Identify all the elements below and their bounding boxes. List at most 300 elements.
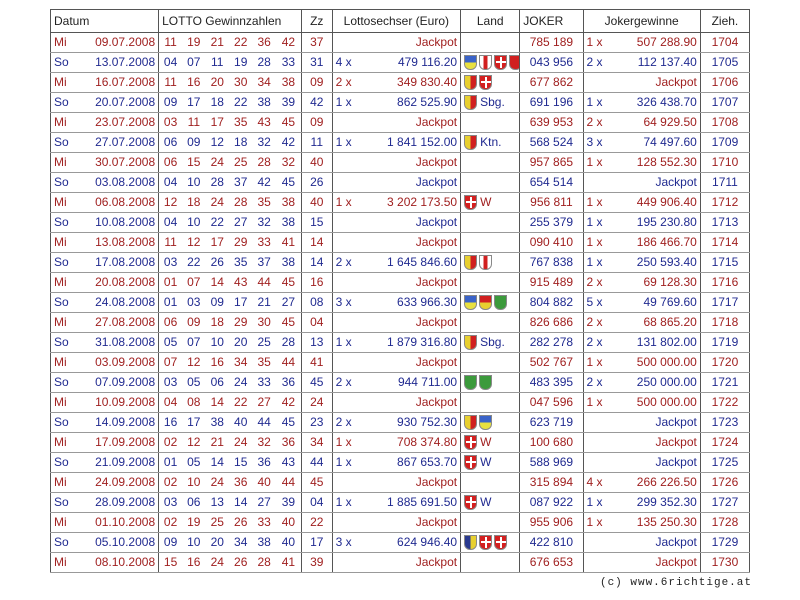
land-label: W — [480, 435, 492, 449]
sechser-amount-cell: Jackpot — [363, 113, 461, 133]
lotto-number-cell: 03 — [159, 373, 182, 393]
table-row — [51, 393, 750, 413]
sechser-amount-cell: 3 202 173.50 — [363, 193, 461, 213]
lotto-number-cell: 07 — [182, 53, 205, 73]
zusatzzahl-cell: 17 — [301, 533, 332, 553]
date-cell: 10.09.2008 — [81, 393, 159, 413]
lotto-number-cell: 32 — [252, 133, 275, 153]
land-label: Sbg. — [480, 95, 505, 109]
lotto-number-cell: 24 — [229, 433, 252, 453]
lotto-number-cell: 11 — [182, 113, 205, 133]
lotto-number-cell: 25 — [229, 153, 252, 173]
table-row — [51, 233, 750, 253]
lotto-number-cell: 07 — [182, 333, 205, 353]
lotto-number-cell: 24 — [229, 373, 252, 393]
lotto-number-cell: 09 — [159, 533, 182, 553]
state-flags — [464, 375, 492, 390]
lotto-number-cell: 34 — [229, 353, 252, 373]
sechser-amount-cell: Jackpot — [363, 33, 461, 53]
joker-number-cell: 502 767 — [520, 353, 583, 373]
lotto-number-cell: 24 — [206, 473, 229, 493]
table-body — [51, 33, 750, 573]
date-cell: 20.07.2008 — [81, 93, 159, 113]
joker-number-cell: 677 862 — [520, 73, 583, 93]
joker-amount-cell: 186 466.70 — [610, 233, 701, 253]
header-sechser: Lottosechser (Euro) — [332, 10, 461, 33]
draw-number-cell: 1706 — [700, 73, 749, 93]
sechser-amount-cell: 349 830.40 — [363, 73, 461, 93]
date-cell: 17.08.2008 — [81, 253, 159, 273]
date-cell: 03.08.2008 — [81, 173, 159, 193]
lotto-number-cell: 05 — [159, 333, 182, 353]
lotto-number-cell: 06 — [206, 373, 229, 393]
lotto-number-cell: 16 — [159, 413, 182, 433]
lotto-number-cell: 38 — [252, 93, 275, 113]
lotto-number-cell: 34 — [252, 73, 275, 93]
sechser-count-cell — [332, 213, 363, 233]
joker-number-cell: 691 196 — [520, 93, 583, 113]
lotto-number-cell: 35 — [252, 193, 275, 213]
lotto-number-cell: 26 — [229, 553, 252, 573]
lotto-number-cell: 44 — [276, 353, 302, 373]
joker-amount-cell: Jackpot — [610, 553, 701, 573]
table-row — [51, 533, 750, 553]
zusatzzahl-cell: 04 — [301, 313, 332, 333]
joker-number-cell: 639 953 — [520, 113, 583, 133]
land-cell — [461, 213, 520, 233]
state-crest-icon — [464, 415, 477, 430]
lotto-number-cell: 16 — [182, 553, 205, 573]
joker-number-cell: 957 865 — [520, 153, 583, 173]
draw-number-cell: 1716 — [700, 273, 749, 293]
table-row — [51, 73, 750, 93]
state-crest-icon — [464, 75, 477, 90]
land-label: Sbg. — [480, 335, 505, 349]
joker-amount-cell: 112 137.40 — [610, 53, 701, 73]
lotto-number-cell: 37 — [229, 173, 252, 193]
header-zieh: Zieh. — [700, 10, 749, 33]
state-flags — [464, 535, 507, 550]
state-crest-icon — [464, 55, 477, 70]
state-crest-icon — [464, 535, 477, 550]
lotto-number-cell: 32 — [252, 213, 275, 233]
lotto-number-cell: 36 — [229, 473, 252, 493]
sechser-count-cell: 2 x — [332, 413, 363, 433]
table-row — [51, 253, 750, 273]
land-cell — [461, 493, 520, 513]
zusatzzahl-cell: 42 — [301, 93, 332, 113]
land-cell — [461, 273, 520, 293]
weekday-cell: So — [51, 213, 82, 233]
land-cell — [461, 453, 520, 473]
lotto-number-cell: 09 — [159, 93, 182, 113]
joker-count-cell: 1 x — [583, 253, 610, 273]
state-crest-icon — [494, 535, 507, 550]
date-cell: 31.08.2008 — [81, 333, 159, 353]
date-cell: 23.07.2008 — [81, 113, 159, 133]
lotto-number-cell: 22 — [229, 33, 252, 53]
date-cell: 28.09.2008 — [81, 493, 159, 513]
weekday-cell: So — [51, 453, 82, 473]
lotto-number-cell: 10 — [206, 333, 229, 353]
sechser-amount-cell: 930 752.30 — [363, 413, 461, 433]
date-cell: 01.10.2008 — [81, 513, 159, 533]
lotto-number-cell: 42 — [276, 133, 302, 153]
land-cell — [461, 353, 520, 373]
land-cell — [461, 373, 520, 393]
joker-count-cell — [583, 413, 610, 433]
lotto-number-cell: 45 — [276, 313, 302, 333]
weekday-cell: So — [51, 93, 82, 113]
table-row — [51, 493, 750, 513]
date-cell: 27.07.2008 — [81, 133, 159, 153]
land-cell — [461, 233, 520, 253]
lotto-number-cell: 02 — [159, 513, 182, 533]
lotto-number-cell: 15 — [229, 453, 252, 473]
lotto-number-cell: 44 — [252, 413, 275, 433]
land-cell — [461, 73, 520, 93]
joker-number-cell: 315 894 — [520, 473, 583, 493]
land-cell — [461, 533, 520, 553]
zusatzzahl-cell: 37 — [301, 33, 332, 53]
land-cell — [461, 413, 520, 433]
sechser-amount-cell: 633 966.30 — [363, 293, 461, 313]
joker-count-cell: 1 x — [583, 193, 610, 213]
land-cell — [461, 33, 520, 53]
state-flags — [464, 415, 492, 430]
weekday-cell: So — [51, 373, 82, 393]
lotto-number-cell: 18 — [182, 193, 205, 213]
zusatzzahl-cell: 45 — [301, 473, 332, 493]
state-flags — [464, 135, 477, 150]
lotto-number-cell: 25 — [252, 333, 275, 353]
sechser-amount-cell: Jackpot — [363, 513, 461, 533]
lotto-number-cell: 10 — [182, 473, 205, 493]
lotto-number-cell: 32 — [276, 153, 302, 173]
lotto-number-cell: 30 — [229, 73, 252, 93]
lotto-number-cell: 02 — [159, 473, 182, 493]
lotto-number-cell: 15 — [159, 553, 182, 573]
lotto-number-cell: 22 — [229, 393, 252, 413]
sechser-amount-cell: 1 841 152.00 — [363, 133, 461, 153]
lotto-number-cell: 45 — [276, 113, 302, 133]
joker-count-cell — [583, 553, 610, 573]
state-flags — [464, 295, 507, 310]
table-row — [51, 433, 750, 453]
joker-number-cell: 090 410 — [520, 233, 583, 253]
weekday-cell: So — [51, 493, 82, 513]
sechser-amount-cell: Jackpot — [363, 313, 461, 333]
draw-number-cell: 1717 — [700, 293, 749, 313]
lotto-number-cell: 06 — [159, 133, 182, 153]
joker-number-cell: 255 379 — [520, 213, 583, 233]
weekday-cell: Mi — [51, 113, 82, 133]
joker-count-cell: 2 x — [583, 273, 610, 293]
lotto-number-cell: 44 — [252, 273, 275, 293]
lotto-number-cell: 06 — [159, 153, 182, 173]
date-cell: 27.08.2008 — [81, 313, 159, 333]
joker-number-cell: 483 395 — [520, 373, 583, 393]
lotto-results-table — [50, 9, 750, 573]
joker-count-cell — [583, 453, 610, 473]
lotto-number-cell: 21 — [206, 33, 229, 53]
weekday-cell: So — [51, 173, 82, 193]
joker-amount-cell: Jackpot — [610, 453, 701, 473]
joker-amount-cell: 507 288.90 — [610, 33, 701, 53]
lotto-number-cell: 26 — [206, 253, 229, 273]
state-crest-icon — [464, 255, 477, 270]
land-cell — [461, 313, 520, 333]
sechser-count-cell: 2 x — [332, 253, 363, 273]
joker-amount-cell: 68 865.20 — [610, 313, 701, 333]
land-cell — [461, 473, 520, 493]
header-land: Land — [461, 10, 520, 33]
land-label: W — [480, 495, 492, 509]
lotto-number-cell: 10 — [182, 533, 205, 553]
lotto-number-cell: 11 — [159, 33, 182, 53]
joker-number-cell: 956 811 — [520, 193, 583, 213]
state-flags — [464, 435, 477, 450]
joker-number-cell: 767 838 — [520, 253, 583, 273]
lotto-number-cell: 01 — [159, 293, 182, 313]
lotto-number-cell: 15 — [182, 153, 205, 173]
weekday-cell: Mi — [51, 393, 82, 413]
zusatzzahl-cell: 39 — [301, 553, 332, 573]
joker-amount-cell: 195 230.80 — [610, 213, 701, 233]
sechser-count-cell — [332, 513, 363, 533]
lotto-number-cell: 17 — [206, 113, 229, 133]
lotto-number-cell: 28 — [229, 193, 252, 213]
lotto-number-cell: 42 — [276, 393, 302, 413]
joker-amount-cell: 135 250.30 — [610, 513, 701, 533]
joker-amount-cell: 326 438.70 — [610, 93, 701, 113]
weekday-cell: So — [51, 533, 82, 553]
lotto-number-cell: 40 — [252, 473, 275, 493]
table-row — [51, 53, 750, 73]
table-row — [51, 133, 750, 153]
lotto-number-cell: 27 — [229, 213, 252, 233]
lotto-number-cell: 33 — [276, 53, 302, 73]
joker-amount-cell: 131 802.00 — [610, 333, 701, 353]
sechser-amount-cell: 624 946.40 — [363, 533, 461, 553]
lotto-number-cell: 42 — [252, 173, 275, 193]
draw-number-cell: 1723 — [700, 413, 749, 433]
land-cell — [461, 553, 520, 573]
lotto-number-cell: 09 — [206, 293, 229, 313]
date-cell: 14.09.2008 — [81, 413, 159, 433]
joker-amount-cell: 250 000.00 — [610, 373, 701, 393]
table-row — [51, 453, 750, 473]
joker-amount-cell: 69 128.30 — [610, 273, 701, 293]
joker-amount-cell: 128 552.30 — [610, 153, 701, 173]
zusatzzahl-cell: 34 — [301, 433, 332, 453]
joker-count-cell: 1 x — [583, 213, 610, 233]
zusatzzahl-cell: 44 — [301, 453, 332, 473]
date-cell: 20.08.2008 — [81, 273, 159, 293]
state-flags — [464, 335, 477, 350]
joker-amount-cell: 74 497.60 — [610, 133, 701, 153]
header-joker: JOKER — [520, 10, 583, 33]
weekday-cell: Mi — [51, 313, 82, 333]
state-flags — [464, 455, 477, 470]
land-cell — [461, 93, 520, 113]
lotto-number-cell: 29 — [229, 313, 252, 333]
zusatzzahl-cell: 09 — [301, 73, 332, 93]
land-cell — [461, 153, 520, 173]
lotto-number-cell: 45 — [276, 273, 302, 293]
sechser-count-cell: 2 x — [332, 373, 363, 393]
sechser-count-cell — [332, 313, 363, 333]
joker-number-cell: 047 596 — [520, 393, 583, 413]
joker-number-cell: 804 882 — [520, 293, 583, 313]
lotto-number-cell: 11 — [159, 73, 182, 93]
header-zz: Zz — [301, 10, 332, 33]
joker-number-cell: 422 810 — [520, 533, 583, 553]
sechser-amount-cell: 708 374.80 — [363, 433, 461, 453]
draw-number-cell: 1711 — [700, 173, 749, 193]
sechser-count-cell — [332, 233, 363, 253]
table-row — [51, 173, 750, 193]
date-cell: 10.08.2008 — [81, 213, 159, 233]
zusatzzahl-cell: 41 — [301, 353, 332, 373]
joker-number-cell: 785 189 — [520, 33, 583, 53]
lotto-number-cell: 05 — [182, 453, 205, 473]
lotto-number-cell: 36 — [252, 33, 275, 53]
draw-number-cell: 1718 — [700, 313, 749, 333]
lotto-number-cell: 35 — [229, 113, 252, 133]
lotto-number-cell: 39 — [276, 493, 302, 513]
state-crest-icon — [464, 335, 477, 350]
date-cell: 16.07.2008 — [81, 73, 159, 93]
table-row — [51, 553, 750, 573]
draw-number-cell: 1714 — [700, 233, 749, 253]
state-flags — [464, 95, 477, 110]
header-lotto: LOTTO Gewinnzahlen — [159, 10, 302, 33]
draw-number-cell: 1704 — [700, 33, 749, 53]
joker-count-cell: 1 x — [583, 153, 610, 173]
draw-number-cell: 1730 — [700, 553, 749, 573]
date-cell: 13.07.2008 — [81, 53, 159, 73]
lotto-number-cell: 41 — [276, 553, 302, 573]
table-row — [51, 353, 750, 373]
date-cell: 24.08.2008 — [81, 293, 159, 313]
weekday-cell: Mi — [51, 153, 82, 173]
weekday-cell: So — [51, 133, 82, 153]
weekday-cell: Mi — [51, 193, 82, 213]
joker-amount-cell: Jackpot — [610, 533, 701, 553]
lotto-number-cell: 14 — [206, 273, 229, 293]
date-cell: 13.08.2008 — [81, 233, 159, 253]
date-cell: 30.07.2008 — [81, 153, 159, 173]
lotto-number-cell: 06 — [159, 313, 182, 333]
draw-number-cell: 1721 — [700, 373, 749, 393]
joker-count-cell — [583, 533, 610, 553]
zusatzzahl-cell: 31 — [301, 53, 332, 73]
table-row — [51, 333, 750, 353]
land-cell — [461, 113, 520, 133]
joker-count-cell: 2 x — [583, 53, 610, 73]
sechser-count-cell — [332, 273, 363, 293]
joker-count-cell: 2 x — [583, 373, 610, 393]
lotto-number-cell: 35 — [252, 353, 275, 373]
draw-number-cell: 1710 — [700, 153, 749, 173]
lotto-number-cell: 24 — [206, 193, 229, 213]
zusatzzahl-cell: 08 — [301, 293, 332, 313]
lotto-number-cell: 03 — [159, 113, 182, 133]
lotto-number-cell: 07 — [159, 353, 182, 373]
lotto-number-cell: 20 — [206, 533, 229, 553]
state-crest-icon — [479, 415, 492, 430]
weekday-cell: Mi — [51, 73, 82, 93]
table-row — [51, 473, 750, 493]
lotto-number-cell: 04 — [159, 213, 182, 233]
lotto-number-cell: 33 — [252, 513, 275, 533]
land-cell — [461, 133, 520, 153]
sechser-amount-cell: 944 711.00 — [363, 373, 461, 393]
table-row — [51, 193, 750, 213]
weekday-cell: Mi — [51, 33, 82, 53]
lotto-number-cell: 01 — [159, 453, 182, 473]
joker-amount-cell: 49 769.60 — [610, 293, 701, 313]
lotto-number-cell: 05 — [182, 373, 205, 393]
lotto-number-cell: 12 — [182, 353, 205, 373]
draw-number-cell: 1722 — [700, 393, 749, 413]
date-cell: 17.09.2008 — [81, 433, 159, 453]
lotto-number-cell: 11 — [159, 233, 182, 253]
table-row — [51, 33, 750, 53]
lotto-number-cell: 04 — [159, 173, 182, 193]
weekday-cell: Mi — [51, 513, 82, 533]
draw-number-cell: 1728 — [700, 513, 749, 533]
joker-count-cell — [583, 73, 610, 93]
joker-number-cell: 676 653 — [520, 553, 583, 573]
joker-amount-cell: 250 593.40 — [610, 253, 701, 273]
lotto-number-cell: 42 — [276, 33, 302, 53]
draw-number-cell: 1720 — [700, 353, 749, 373]
land-cell — [461, 433, 520, 453]
joker-number-cell: 623 719 — [520, 413, 583, 433]
joker-number-cell: 043 956 — [520, 53, 583, 73]
lotto-number-cell: 44 — [276, 473, 302, 493]
weekday-cell: So — [51, 413, 82, 433]
lotto-number-cell: 36 — [276, 373, 302, 393]
zusatzzahl-cell: 11 — [301, 133, 332, 153]
land-label: Ktn. — [480, 135, 502, 149]
table-row — [51, 313, 750, 333]
lotto-number-cell: 17 — [182, 413, 205, 433]
lotto-number-cell: 08 — [182, 393, 205, 413]
state-crest-icon — [479, 295, 492, 310]
joker-count-cell: 5 x — [583, 293, 610, 313]
lotto-number-cell: 14 — [229, 493, 252, 513]
state-flags — [464, 495, 477, 510]
lotto-number-cell: 04 — [159, 53, 182, 73]
copyright-credit: (c) www.6richtige.at — [599, 577, 752, 589]
state-crest-icon — [464, 195, 477, 210]
lotto-number-cell: 16 — [182, 73, 205, 93]
state-flags — [464, 195, 477, 210]
date-cell: 24.09.2008 — [81, 473, 159, 493]
weekday-cell: Mi — [51, 433, 82, 453]
sechser-amount-cell: Jackpot — [363, 553, 461, 573]
sechser-count-cell — [332, 553, 363, 573]
joker-number-cell: 282 278 — [520, 333, 583, 353]
joker-number-cell: 826 686 — [520, 313, 583, 333]
sechser-count-cell: 2 x — [332, 73, 363, 93]
lotto-number-cell: 30 — [252, 313, 275, 333]
lotto-number-cell: 38 — [276, 193, 302, 213]
lotto-number-cell: 12 — [182, 233, 205, 253]
